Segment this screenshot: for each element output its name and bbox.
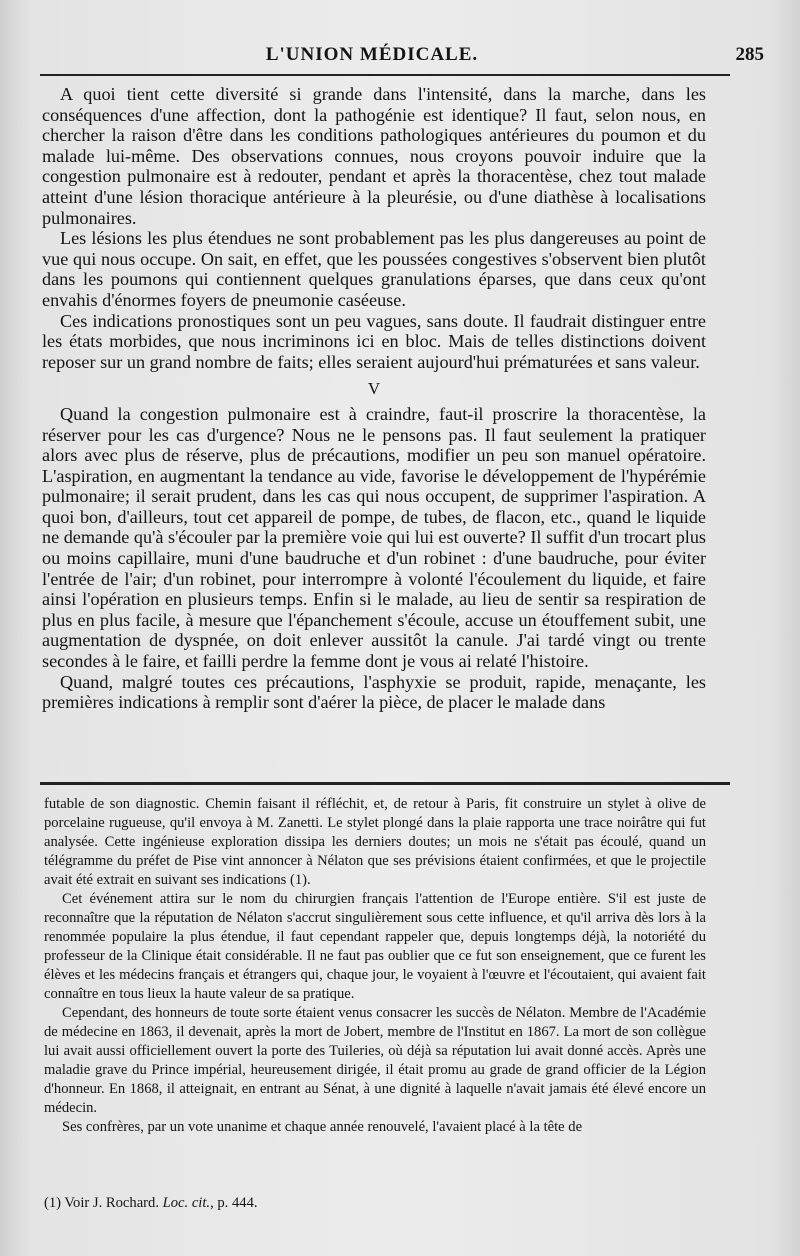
main-text: [42, 84, 706, 713]
header-rule: [40, 74, 730, 76]
running-header: [40, 44, 764, 74]
footnote-marker: (1) Voir J. Rochard.: [44, 1195, 159, 1211]
journal-title: L'UNION MÉDICALE.: [265, 44, 479, 65]
feuilleton-rule: [40, 782, 730, 785]
paragraph: Quand la congestion pulmonaire est à craindre, faut-il proscrire la thoracentèse, la réserver pour les cas d'urgence? Nous ne le pensons pas. Il faut seulement la pratiquer alors avec plus de réserve, plus de précautions, modifier un peu son manuel opératoire. L'aspiration, en augmentant la tendance au vide, favorise le développement de l'hypérémie pulmonaire; il serait prudent, dans les cas qui nous occupent, de supprimer l'aspiration. A quoi bon, d'ailleurs, tout cet appareil de pompe, de tubes, de flacon, etc., quand le liquide ne demande qu'à s'écouler par la première voie qui lui est ouverte? Il suffit d'un trocart plus ou moins capillaire, muni d'une baudruche et d'un robinet : d'une baudruche, pour éviter l'entrée de l'air; d'un robinet, pour interrompre à volonté l'écoulement du liquide, et faire ainsi l'opération en plusieurs temps. Enfin si le malade, au lieu de sentir sa respiration de plus en plus facile, à mesure que l'épanchement s'écoule, accuse un étouffement subit, une augmentation de dyspnée, on doit enlever aussitôt la canule. J'ai tardé vingt ou trente secondes à le faire, et failli perdre la femme dont je vous ai relaté l'histoire.: [42, 403, 707, 672]
footnote: [44, 1194, 706, 1212]
footnote-reference: Loc. cit.: [162, 1195, 211, 1211]
paragraph: Quand, malgré toutes ces précautions, l'asphyxie se produit, rapide, menaçante, les premières indications à remplir sont d'aérer la pièce, de placer le malade dans: [42, 671, 706, 713]
paragraph: Ses confrères, par un vote unanime et chaque année renouvelé, l'avaient placé à la tête de: [62, 1119, 583, 1135]
paragraph: Cependant, des honneurs de toute sorte étaient venus consacrer les succès de Nélaton. Membre de l'Académie de médecine en 1863, il devenait, après la mort de Jobert, membre de l'Institut en 1867. La mort de son collègue lui avait aussi officiellement ouvert la porte des Tuileries, où déjà sa réputation lui avait donné accès. Après une maladie grave du Prince impérial, heureusement dirigée, il était promu au grade de grand officier de la Légion d'honneur. En 1868, il atteignait, en entrant au Sénat, à une dignité à laquelle n'avait jamais été élevé encore un médecin.: [44, 1005, 706, 1116]
footnote-page: , p. 444.: [210, 1195, 258, 1211]
paragraph: futable de son diagnostic. Chemin faisant il réfléchit, et, de retour à Paris, fit construire un stylet à olive de porcelaine rugueuse, qu'il envoya à M. Zanetti. Le stylet plongé dans la plaie rapporta une trace noirâtre qui fut analysée. Cette ingénieuse exploration dissipa les derniers doutes; un mois ne s'était pas écoulé, quand un télégramme du préfet de Pise vint annoncer à Nélaton que ses prévisions étaient confirmées, et que le projectile avait été extrait en suivant ses indications (1).: [44, 796, 706, 888]
paragraph: Cet événement attira sur le nom du chirurgien français l'attention de l'Europe entière. S'il est juste de reconnaître que la réputation de Nélaton s'accrut singulièrement sous cette influence, et qu'il arriva dès lors à la renommée populaire la plus étendue, il faut cependant rappeler que, depuis longtemps déjà, la notoriété du professeur de la Clinique était considérable. Il ne faut pas oublier que ce fut son enseignement, que ce furent les élèves et les médecins français et étrangers qui, chaque jour, le voyaient à l'œuvre et l'écoutaient, qui avaient fait connaître en tous lieux la haute valeur de sa pratique.: [44, 891, 706, 1002]
page-number: 285: [735, 44, 764, 65]
feuilleton-text: [44, 795, 706, 1137]
section-number: V: [367, 379, 381, 399]
paragraph: Les lésions les plus étendues ne sont probablement pas les plus dangereuses au point de vue qui nous occupe. On sait, en effet, que les poussées congestives s'observent bien plutôt dans les poumons qui contiennent quelques granulations éparses, que dans ceux qu'ont envahis d'énormes foyers de pneumonie caséeuse.: [42, 228, 706, 310]
paragraph: A quoi tient cette diversité si grande dans l'intensité, dans la marche, dans les conséquences d'une affection, dont la pathogénie est identique? Il faut, selon nous, en chercher la raison d'être dans les conditions pathologiques antérieures du poumon et du malade lui-même. Des observations connues, nous croyons pouvoir induire que la congestion pulmonaire est à redouter, pendant et après la thoracentèse, chez tout malade atteint d'une lésion thoracique antérieure à la pleurésie, ou d'une diathèse à localisations pulmonaires.: [42, 84, 706, 228]
paragraph: Ces indications pronostiques sont un peu vagues, sans doute. Il faudrait distinguer entre les états morbides, que nous incriminons ici en bloc. Mais de telles distinctions doivent reposer sur un grand nombre de faits; elles seraient aujourd'hui prématurées et sans valeur.: [42, 310, 706, 372]
